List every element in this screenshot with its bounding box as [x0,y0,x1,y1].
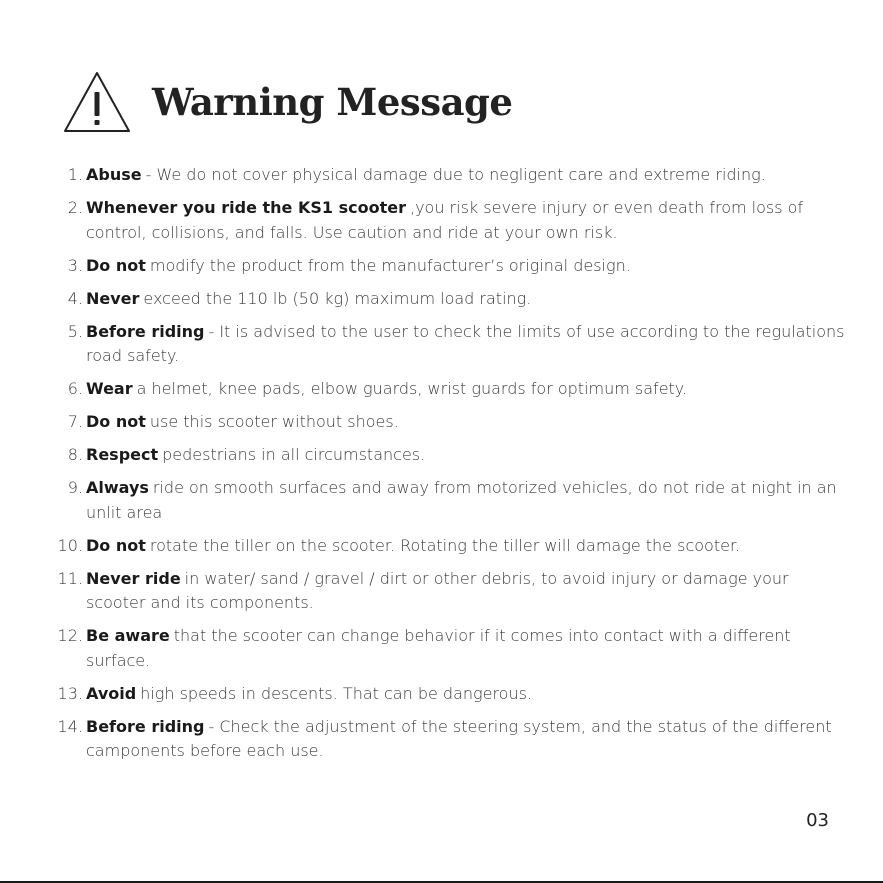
list-item-lead: Before riding [86,321,205,341]
list-item-text: that the scooter can change behavior if it comes into contact with a different surface. [86,626,791,670]
list-item [56,534,846,559]
list-item-lead: Abuse [86,165,142,184]
list-item-number: 9. [67,478,83,497]
list-item-body [86,320,846,369]
list-item-body [86,715,846,764]
list-item-body [86,624,846,673]
list-item [56,443,846,468]
list-item-number: 12. [57,626,83,645]
list-item-text: ,you risk severe injury or even death from loss of control, collisions, and falls. Use caution and ride at your own risk. [86,198,804,242]
list-item-body [86,377,846,402]
list-item-body [86,682,846,707]
list-item-number: 14. [57,716,83,736]
list-item-body [86,443,846,468]
list-item-lead: Respect [86,445,159,464]
list-item-text: modify the product from the manufacturer’s original design. [149,255,631,275]
list-item-number: 11. [57,568,83,588]
list-item [56,476,846,525]
warning-triangle-icon [62,70,132,134]
page-title: Warning Message [152,79,513,124]
list-item [56,377,846,402]
list-item-text: a helmet, knee pads, elbow guards, wrist guards for optimum safety. [136,379,688,398]
list-item [56,287,846,312]
list-item-body [86,476,846,525]
list-item-text: high speeds in descents. That can be dangerous. [140,683,533,703]
list-item-number: 8. [67,445,83,464]
list-item-text: use this scooter without shoes. [149,412,399,431]
list-item-number: 10. [57,535,83,555]
list-item-lead: Before riding [86,716,205,736]
list-item-number: 5. [67,321,83,341]
list-item-text: exceed the 110 lb (50 kg) maximum load rating. [143,288,532,308]
list-item-text: - We do not cover physical damage due to negligent care and extreme riding. [145,165,766,184]
list-item-lead: Never ride [86,568,181,588]
list-item-number: 1. [67,165,83,184]
list-item-text: pedestrians in all circumstances. [162,445,426,464]
list-item [56,254,846,279]
page-number: 03 [806,810,829,831]
list-item [56,196,846,245]
list-item-body [86,163,846,188]
list-item [56,163,846,188]
list-item-number: 7. [67,412,83,431]
list-item-text: ride on smooth surfaces and away from motorized vehicles, do not ride at night in an unlit area [86,478,837,522]
list-item-lead: Do not [86,412,146,431]
list-item-body [86,534,846,559]
list-item-text: rotate the tiller on the scooter. Rotating the tiller will damage the scooter. [149,535,741,555]
list-item-number: 3. [67,255,83,275]
list-item [56,682,846,707]
list-item-lead: Always [86,478,149,497]
list-item-number: 6. [67,379,83,398]
list-item-lead: Never [86,288,140,308]
list-item-text: in water/ sand / gravel / dirt or other debris, to avoid injury or damage your scooter and its components. [86,568,789,612]
list-item-number: 13. [57,683,83,703]
list-item-lead: Do not [86,535,146,555]
list-item-body [86,254,846,279]
list-item-lead: Do not [86,255,146,275]
list-item-text: - It is advised to the user to check the limits of use according to the regulations road safety. [86,321,845,365]
list-item-body [86,410,846,435]
list-item-body [86,567,846,616]
list-item-lead: Whenever you ride the KS1 scooter [86,198,406,217]
list-item-body [86,287,846,312]
list-item [56,624,846,673]
list-item [56,715,846,764]
list-item [56,320,846,369]
page-header [62,70,512,134]
list-item [56,567,846,616]
list-item-text: - Check the adjustment of the steering system, and the status of the different camponents before each use. [86,716,832,760]
list-item-body [86,196,846,245]
list-item-number: 2. [67,198,83,217]
warning-list [56,163,846,772]
list-item [56,410,846,435]
list-item-lead: Wear [86,379,133,398]
list-item-number: 4. [67,288,83,308]
list-item-lead: Avoid [86,683,137,703]
list-item-lead: Be aware [86,626,170,645]
